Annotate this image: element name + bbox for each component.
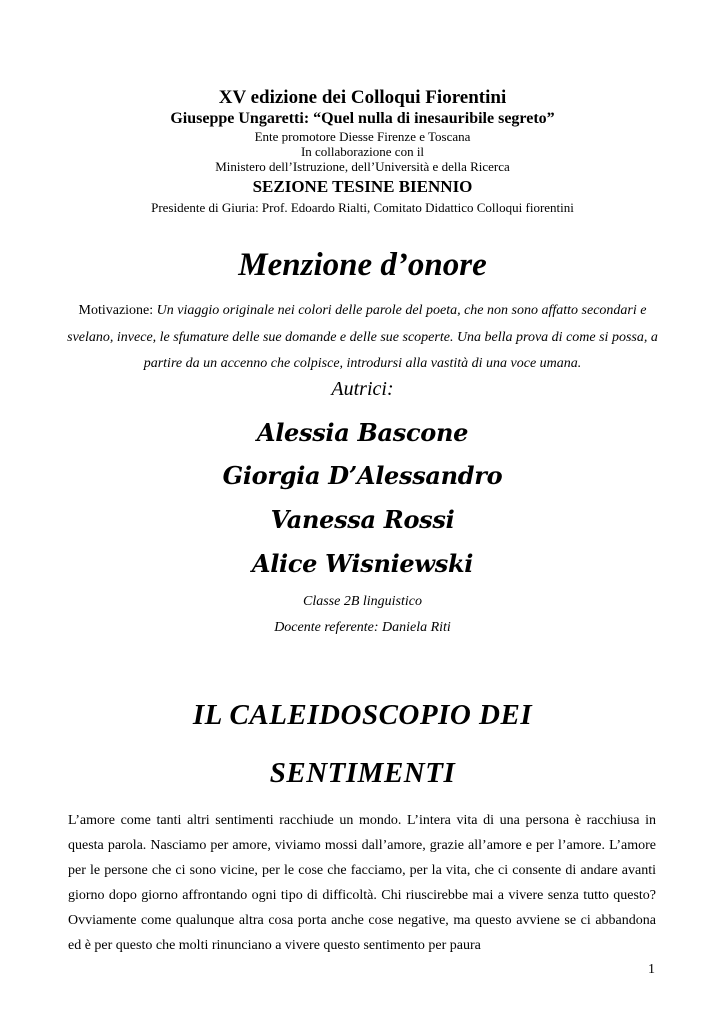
jury-line: Presidente di Giuria: Prof. Edoardo Rialti, Comitato Didattico Colloqui fiorentini — [151, 200, 574, 215]
promoter-line: Ente promotore Diesse Firenze e Toscana — [254, 129, 471, 144]
motivation-text: Un viaggio originale nei colori delle parole del poeta, che non sono affatto secondari e svelano, invece, le sfumature delle sue domande e delle sue scoperte. Una bella prova di come si possa, a partire da un accenno che colpisce, introdursi alla vastità di una voce umana. — [67, 303, 658, 371]
award-title: Menzione d’onore — [238, 247, 487, 283]
edition-heading: XV edizione dei Colloqui Fiorentini — [218, 87, 507, 108]
page-number: 1 — [648, 962, 655, 977]
author-name: Giorgia D’Alessandro — [222, 461, 503, 490]
class-line: Classe 2B linguistico — [303, 594, 422, 609]
essay-body: L’amore come tanti altri sentimenti racchiude un mondo. L’intera vita di una persona è racchiusa in questa parola. Nasciamo per amore, viviamo mossi dall’amore, grazie all’amore e per l’amore. L’amore per le persone che ci sono vicine, per le cose che facciamo, per la vita, che ci consente di andare avanti giorno dopo giorno affrontando ogni tipo di difficoltà. Chi riuscirebbe mai a vivere senza tutto questo? Ovviamente come qualunque altra cosa porta anche cose negative, ma questo avviene se ci abbandona ed è per questo che molti rinunciano a vivere questo sentimento per paura — [68, 813, 656, 953]
author-name: Alice Wisniewski — [251, 549, 474, 578]
ministry-line: Ministero dell’Istruzione, dell’Università e della Ricerca — [215, 159, 510, 174]
essay-title-line-2: SENTIMENTI — [269, 757, 456, 789]
collaboration-line: In collaborazione con il — [300, 144, 425, 159]
essay-title-line-1: IL CALEIDOSCOPIO DEI — [192, 699, 533, 731]
author-name: Alessia Bascone — [256, 418, 469, 447]
subtitle-heading: Giuseppe Ungaretti: “Quel nulla di inesauribile segreto” — [170, 110, 555, 127]
motivation-label: Motivazione: — [78, 303, 157, 318]
author-name: Vanessa Rossi — [270, 505, 455, 534]
authors-label: Autrici: — [331, 378, 394, 400]
motivation-paragraph — [64, 298, 661, 378]
section-heading: SEZIONE TESINE BIENNIO — [252, 177, 473, 196]
teacher-line: Docente referente: Daniela Riti — [274, 620, 451, 635]
